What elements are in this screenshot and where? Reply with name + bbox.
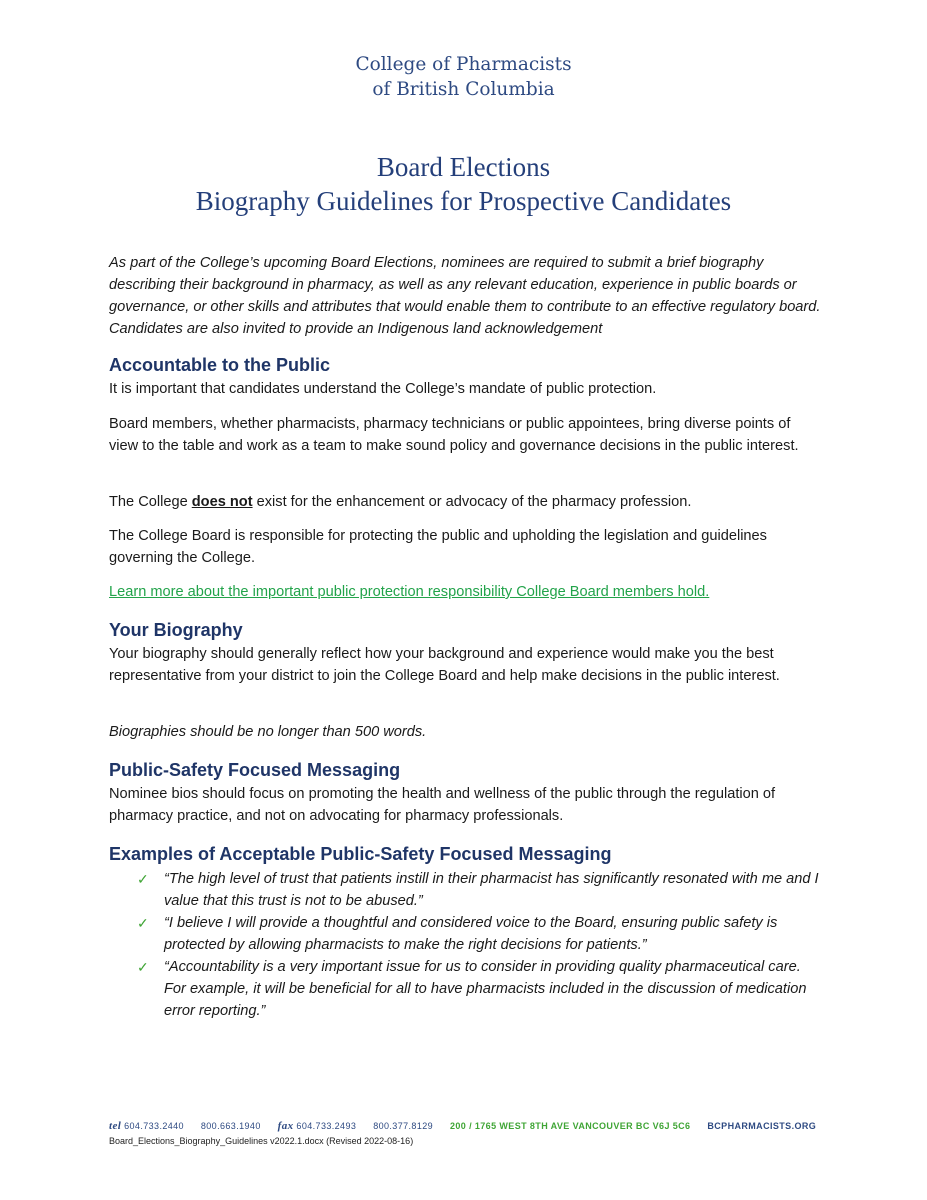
list-item: [109, 956, 821, 1022]
title-line1: Board Elections: [376, 152, 551, 182]
org-name-line2: of British Columbia: [372, 79, 555, 100]
accountable-p1: It is important that candidates understand the College’s mandate of public protection.: [109, 381, 657, 397]
org-logo-text: [0, 52, 927, 102]
checkmark-icon: ✓: [137, 871, 149, 887]
fax-number-2: 800.377.8129: [373, 1121, 434, 1131]
tel-number-2: 800.663.1940: [200, 1121, 261, 1131]
biography-p1: Your biography should generally reflect how your background and experience would make you the best representative from your district to join the College Board and help make decisions in the public interest.: [109, 646, 780, 684]
learn-more-link[interactable]: Learn more about the important public protection responsibility College Board members hold.: [109, 584, 710, 600]
example-text: “The high level of trust that patients instill in their pharmacist has significantly resonated with me and I value that this trust is not to be abused.”: [164, 871, 819, 909]
heading-messaging: Public-Safety Focused Messaging: [109, 760, 401, 780]
document-title: [0, 150, 927, 218]
p3-before: The College: [109, 494, 192, 510]
fax-number: 604.733.2493: [296, 1121, 357, 1131]
biography-p2: Biographies should be no longer than 500 words.: [109, 724, 427, 740]
accountable-p4: The College Board is responsible for protecting the public and upholding the legislation and guidelines governing the College.: [109, 528, 767, 566]
does-not-emphasis: does not: [191, 494, 253, 510]
example-text: “I believe I will provide a thoughtful and considered voice to the Board, ensuring public safety is protected by allowing pharmacists to make the right decisions for patients.”: [164, 915, 778, 953]
learn-more-link-wrap: [109, 581, 821, 603]
accountable-p2: Board members, whether pharmacists, pharmacy technicians or public appointees, bring diverse points of view to the table and work as a team to make sound policy and governance decisions in the public interest.: [109, 416, 799, 454]
checkmark-icon: ✓: [137, 915, 149, 931]
examples-list: [109, 868, 821, 1022]
example-text: “Accountability is a very important issue for us to consider in providing quality pharmaceutical care. For example, it will be beneficial for all to have pharmacists included in the discussion of medication error reporting.”: [164, 959, 807, 1019]
list-item: [109, 868, 821, 912]
heading-examples: Examples of Acceptable Public-Safety Focused Messaging: [109, 844, 612, 864]
checkmark-icon: ✓: [137, 959, 149, 975]
tel-number: 604.733.2440: [124, 1121, 184, 1131]
title-line2: Biography Guidelines for Prospective Candidates: [195, 186, 732, 216]
heading-biography: Your Biography: [109, 620, 243, 640]
accountable-p3: [109, 491, 821, 513]
intro-paragraph: As part of the College’s upcoming Board Elections, nominees are required to submit a brief biography describing their background in pharmacy, as well as any relevant education, experience in public boards or governance, or other skills and attributes that would enable them to contribute to an effective regulatory board. Candidates are also invited to provide an Indigenous land acknowledgement: [109, 255, 821, 337]
footer-doc-ref: Board_Elections_Biography_Guidelines v2022.1.docx (Revised 2022-08-16): [109, 1136, 414, 1146]
tel-label: tel: [109, 1120, 122, 1132]
fax-label: fax: [277, 1120, 294, 1132]
p3-after: exist for the enhancement or advocacy of the pharmacy profession.: [252, 494, 692, 510]
heading-accountable: Accountable to the Public: [109, 355, 331, 375]
footer-contact: [109, 1120, 816, 1132]
footer-website: BCPHARMACISTS.ORG: [707, 1121, 817, 1131]
footer-address: 200 / 1765 WEST 8TH AVE VANCOUVER BC V6J 5C6: [449, 1121, 691, 1131]
org-name-line1: College of Pharmacists: [355, 54, 572, 75]
messaging-p1: Nominee bios should focus on promoting the health and wellness of the public through the regulation of pharmacy practice, and not on advocating for pharmacy professionals.: [109, 786, 776, 824]
list-item: [109, 912, 821, 956]
